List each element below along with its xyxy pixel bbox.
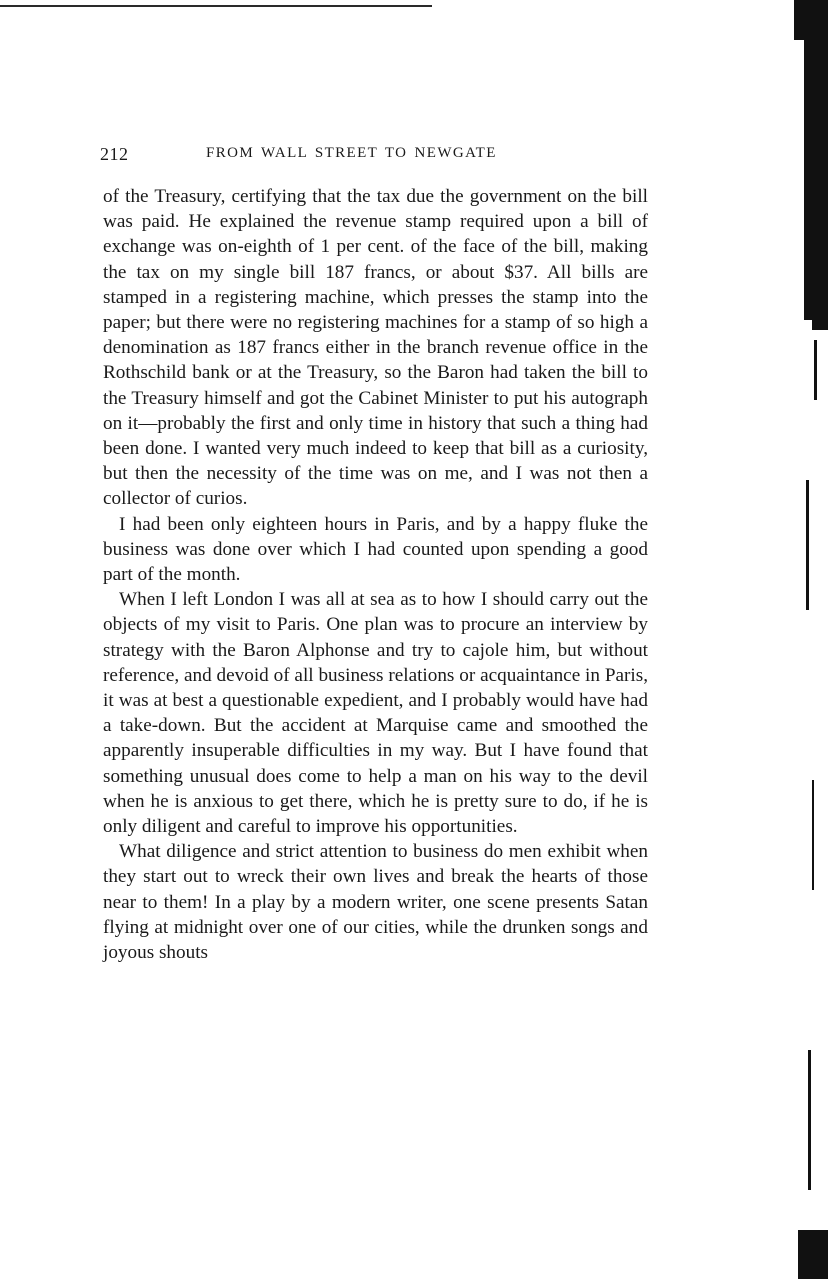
paragraph: When I left London I was all at sea as to how I should carry out the objects of my visit to Paris. One plan was to procure an interview by strategy with the Baron Alphonse and try to cajole him, but without reference, and devoid of all business relations or acquaintance in Paris, it was at best a questionable expedient, and I probably would have had a take-down. But the accident at Marquise came and smoothed the apparently insuperable difficulties in my way. But I have found that something unusual does come to help a man on his way to the devil when he is anxious to get there, which he is pretty sure to do, if he is only diligent and careful to improve his opportunities. [103, 589, 648, 838]
top-edge-rule [0, 5, 432, 7]
paragraph: I had been only eighteen hours in Paris, and by a happy fluke the business was done over which I had counted upon spending a good part of the month. [103, 513, 648, 586]
page-number: 212 [100, 144, 129, 164]
binding-shadow [784, 0, 828, 1279]
running-title: FROM WALL STREET TO NEWGATE [206, 145, 497, 161]
page-header [100, 144, 648, 166]
paragraph: What diligence and strict attention to business do men exhibit when they start out to wreck their own lives and break the hearts of those near to them! In a play by a modern writer, one scene presents Satan flying at midnight over one of our cities, while the drunken songs and joyous shouts [103, 841, 648, 964]
paragraph: of the Treasury, certifying that the tax due the government on the bill was paid. He explained the revenue stamp required upon a bill of exchange was on-eighth of 1 per cent. of the face of the bill, making the tax on my single bill 187 francs, or about $37. All bills are stamped in a registering machine, which presses the stamp into the paper; but there were no registering machines for a stamp of so high a denomination as 187 francs either in the branch revenue office in the Rothschild bank or at the Treasury, so the Baron had taken the bill to the Treasury himself and got the Cabinet Minister to put his autograph on it—probably the first and only time in history that such a thing had been done. I wanted very much indeed to keep that bill as a curiosity, but then the necessity of the time was on me, and I was not then a collector of curios. [103, 186, 648, 510]
body-text [103, 184, 648, 965]
